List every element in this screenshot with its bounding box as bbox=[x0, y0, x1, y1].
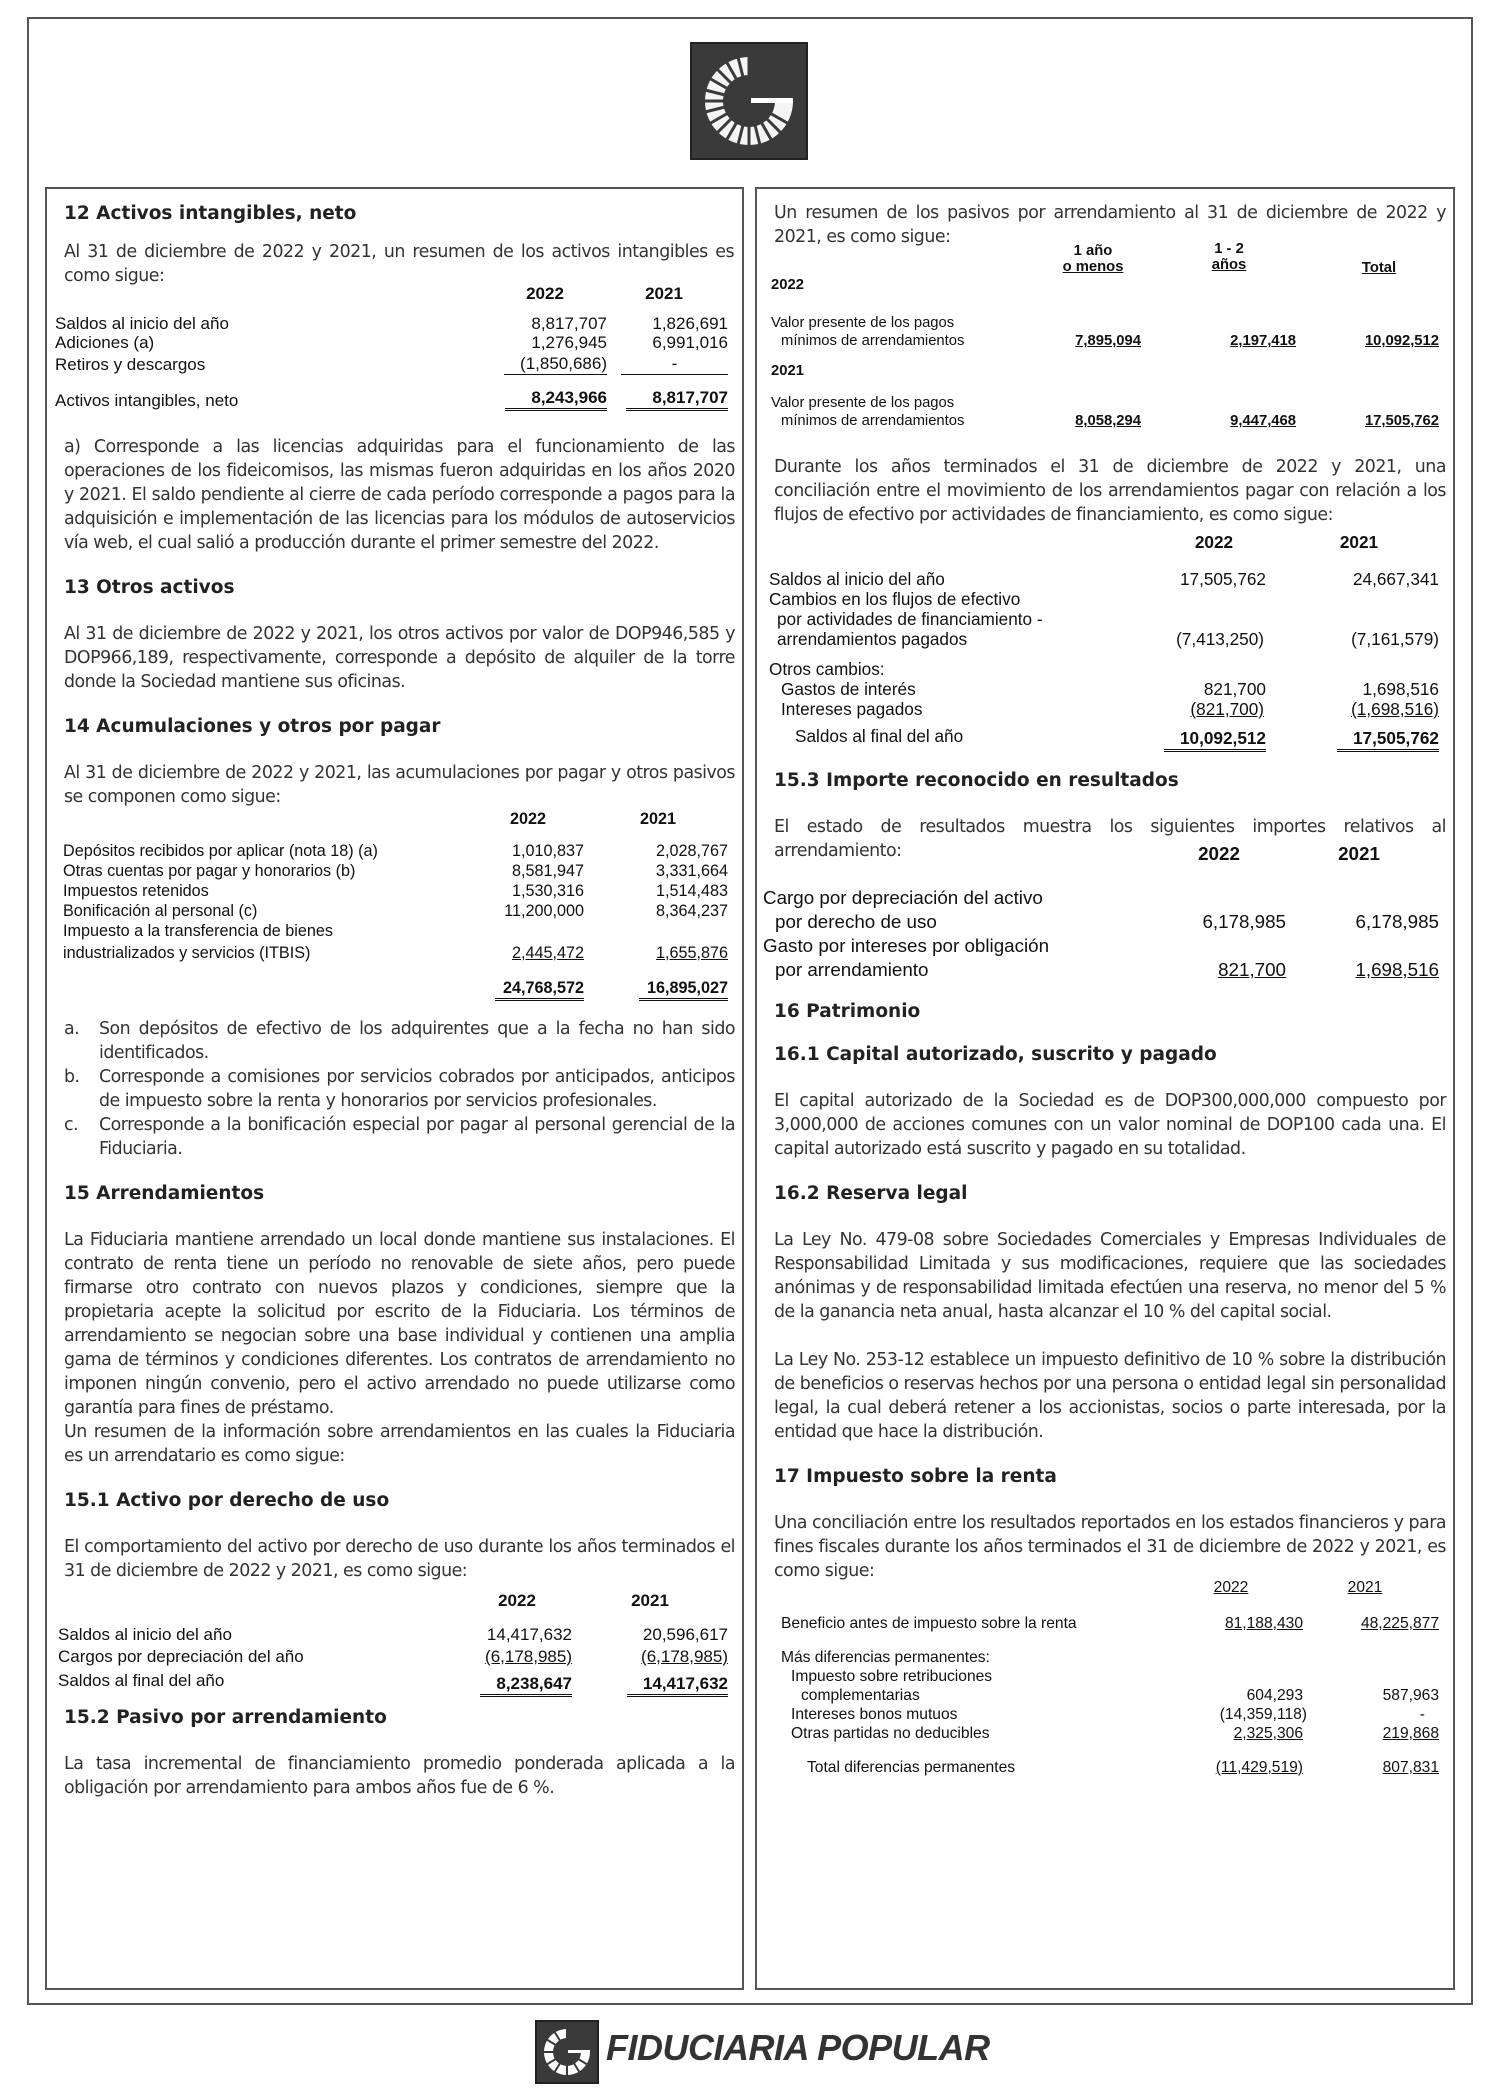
table-row: Impuesto a la transferencia de bienes bbox=[63, 922, 333, 940]
income-tax-table bbox=[781, 1577, 1439, 1777]
lease-liabilities-intro: Un resumen de los pasivos por arrendamiento al 31 de diciembre de 2022 y 2021, es como sigue: bbox=[774, 203, 1446, 247]
table-row: Intereses bonos mutuos (14,359,118) - bbox=[791, 1706, 1425, 1723]
section-16-title: 16 Patrimonio bbox=[774, 1001, 921, 1022]
section-12-note-a: a) Corresponde a las licencias adquiridas para el funcionamiento de las operaciones de los fideicomisos, las mismas fueron adquiridas en los años 2020 y 2021. El saldo pendiente al cierre de cada período corresponde a pagos para la adquisición e implementación de las licencias para los módulos de autoservicios vía web, el cual salió a producción durante el primer semestre del 2022. bbox=[64, 437, 735, 553]
lease-liabilities-table: 1 año o menos 1 - 2 años Total 2022 Valor presente de los pagos mínimos de arrendamientos 7,895,094 2,197,418 10,092,512 2021 Valor presente de los pagos mínimos de arrendamientos 8,058,294 9,447,468 17,505,762 bbox=[771, 241, 1439, 429]
year-2021-header: 2021 bbox=[1339, 532, 1379, 552]
table-row: por actividades de financiamiento - bbox=[777, 609, 1043, 629]
year-label: 2021 bbox=[771, 363, 804, 379]
table-row: Más diferencias permanentes: bbox=[781, 1649, 990, 1666]
year-2022-header: 2022 bbox=[526, 284, 564, 303]
table-row: Valor presente de los pagos bbox=[771, 315, 955, 331]
table-row: Valor presente de los pagos bbox=[771, 395, 955, 411]
table-row: por arrendamiento 821,700 1,698,516 bbox=[775, 959, 1439, 980]
table-row: Impuestos retenidos 1,530,316 1,514,483 bbox=[63, 882, 728, 900]
income-statement-table bbox=[763, 839, 1439, 981]
table-row: arrendamientos pagados (7,413,250) (7,161,579) bbox=[777, 629, 1439, 649]
section-17-intro: Una conciliación entre los resultados reportados en los estados financieros y para fines fiscales durante los años terminados el 31 de diciembre de 2022 y 2021, es como sigue: bbox=[774, 1513, 1446, 1581]
section-16-2-body: La Ley No. 479-08 sobre Sociedades Comerciales y Empresas Individuales de Responsabilidad Limitada y sus modificaciones, requiere que las sociedades anónimas y de responsabilidad limitada efectúen una reserva, no menor del 5 % de la ganancia neta anual, hasta alcanzar el 10 % del capital social. bbox=[774, 1230, 1446, 1322]
table-row: Otros cambios: bbox=[769, 659, 885, 679]
section-15-1-title: 15.1 Activo por derecho de uso bbox=[64, 1490, 390, 1511]
table-row: Otras partidas no deducibles 2,325,306 219,868 bbox=[791, 1725, 1439, 1742]
year-2022-header: 2022 bbox=[1213, 1579, 1249, 1596]
table-row: Cargo por depreciación del activo bbox=[763, 887, 1043, 908]
table-row: Bonificación al personal (c) 11,200,000 8,364,237 bbox=[63, 902, 728, 920]
right-column bbox=[755, 187, 1455, 1990]
section-15-title: 15 Arrendamientos bbox=[64, 1183, 265, 1204]
year-2022-header: 2022 bbox=[498, 1591, 536, 1610]
section-13-title: 13 Otros activos bbox=[64, 577, 235, 598]
sunburst-logo-icon bbox=[537, 2022, 597, 2082]
year-2021-header: 2021 bbox=[1338, 843, 1380, 864]
table-row: Depósitos recibidos por aplicar (nota 18) (a) 1,010,837 2,028,767 bbox=[63, 842, 728, 860]
table-row: Beneficio antes de impuesto sobre la renta 81,188,430 48,225,877 bbox=[781, 1615, 1439, 1632]
table-row: Adiciones (a) 1,276,945 6,991,016 bbox=[55, 333, 728, 352]
table-row: Retiros y descargos (1,850,686) - bbox=[55, 353, 728, 375]
table-row: Impuesto sobre retribuciones bbox=[791, 1668, 993, 1685]
section-17-title: 17 Impuesto sobre la renta bbox=[774, 1466, 1057, 1487]
right-of-use-table bbox=[58, 1589, 728, 1697]
section-16-1-title: 16.1 Capital autorizado, suscrito y pagado bbox=[774, 1044, 1217, 1065]
left-column bbox=[45, 187, 744, 1990]
year-2022-header: 2022 bbox=[1198, 843, 1240, 864]
year-2022-header: 2022 bbox=[1194, 532, 1234, 552]
section-15-3-title: 15.3 Importe reconocido en resultados bbox=[774, 770, 1179, 791]
section-15-2-title: 15.2 Pasivo por arrendamiento bbox=[64, 1707, 387, 1728]
company-logo bbox=[690, 42, 808, 160]
table-row: Otras cuentas por pagar y honorarios (b) 8,581,947 3,331,664 bbox=[63, 862, 728, 880]
year-2021-header: 2021 bbox=[631, 1591, 669, 1610]
section-14-title: 14 Acumulaciones y otros por pagar bbox=[64, 716, 441, 737]
table-row: Cambios en los flujos de efectivo bbox=[769, 589, 1021, 609]
year-2022-header: 2022 bbox=[509, 810, 546, 828]
footer-logo-icon bbox=[535, 2020, 599, 2084]
table-row: Saldos al inicio del año 8,817,707 1,826,691 bbox=[55, 314, 728, 333]
list-item: a. Son depósitos de efectivo de los adquirentes que a la fecha no han sido identificados. bbox=[64, 1019, 735, 1063]
table-row: industrializados y servicios (ITBIS) 2,445,472 1,655,876 bbox=[63, 944, 728, 962]
section-13-body: Al 31 de diciembre de 2022 y 2021, los otros activos por valor de DOP946,585 y DOP966,189, respectivamente, corresponde a depósito de alquiler de la torre donde la Sociedad mantiene sus oficinas. bbox=[64, 624, 735, 692]
accruals-table bbox=[63, 807, 728, 1001]
list-item: b. Corresponde a comisiones por servicios cobrados por anticipados, anticipos de impuesto sobre la renta y honorarios por servicios profesionales. bbox=[64, 1067, 735, 1111]
section-15-1-intro: El comportamiento del activo por derecho de uso durante los años terminados el 31 de diciembre de 2022 y 2021, es como sigue: bbox=[64, 1537, 735, 1581]
accruals-notes bbox=[61, 1017, 735, 1161]
table-row: complementarias 604,293 587,963 bbox=[801, 1687, 1439, 1704]
table-total-row: 24,768,572 16,895,027 bbox=[63, 963, 728, 1001]
table-total-row: Saldos al final del año 10,092,512 17,505,762 bbox=[769, 720, 1439, 752]
section-12-title: 12 Activos intangibles, neto bbox=[64, 203, 357, 224]
brand-name: FIDUCIARIA POPULAR bbox=[606, 2027, 990, 2068]
reconciliation-intro: Durante los años terminados el 31 de diciembre de 2022 y 2021, una conciliación entre el movimiento de los arrendamientos pagar con relación a los flujos de efectivo por actividades de financiamiento, es como sigue: bbox=[774, 457, 1446, 525]
table-row: Gasto por intereses por obligación bbox=[763, 935, 1050, 956]
section-15-body: La Fiduciaria mantiene arrendado un local donde mantiene sus instalaciones. El contrato de renta tiene un período no renovable de siete años, pero puede firmarse otro contrato con nuevos plazos y condiciones, siempre que la propietaria acepte la solicitud por escrito de la Fiduciaria. Los términos de arrendamiento se negocian sobre una base individual y contienen una amplia gama de términos y condiciones diferentes. Los contratos de arrendamiento no imponen ningún convenio, pero el activo arrendado no puede utilizarse como garantía para fines de préstamo. bbox=[64, 1230, 735, 1418]
section-14-intro: Al 31 de diciembre de 2022 y 2021, las acumulaciones por pagar y otros pasivos se componen como sigue: bbox=[64, 763, 735, 807]
section-15-2-body: La tasa incremental de financiamiento promedio ponderada aplicada a la obligación por arrendamiento para ambos años fue de 6 %. bbox=[64, 1754, 735, 1798]
year-2021-header: 2021 bbox=[645, 284, 683, 303]
year-2021-header: 2021 bbox=[639, 810, 676, 828]
table-row: Cargos por depreciación del año (6,178,985) (6,178,985) bbox=[58, 1647, 728, 1666]
table-row: Intereses pagados (821,700) (1,698,516) bbox=[781, 699, 1439, 719]
intangibles-table bbox=[55, 282, 728, 411]
table-row: Saldos al inicio del año 17,505,762 24,667,341 bbox=[769, 569, 1439, 589]
table-total-row: Activos intangibles, neto 8,243,966 8,817,707 bbox=[55, 388, 728, 410]
table-row: mínimos de arrendamientos 8,058,294 9,447,468 17,505,762 bbox=[781, 413, 1439, 429]
section-16-1-body: El capital autorizado de la Sociedad es de DOP300,000,000 compuesto por 3,000,000 de acciones comunes con un valor nominal de DOP100 cada una. El capital autorizado está suscrito y pagado en su totalidad. bbox=[774, 1091, 1446, 1159]
section-12-intro: Al 31 de diciembre de 2022 y 2021, un resumen de los activos intangibles es como sigue: bbox=[64, 242, 734, 286]
table-row: Saldos al inicio del año 14,417,632 20,596,617 bbox=[58, 1625, 728, 1644]
section-16-2-tax: La Ley No. 253-12 establece un impuesto definitivo de 10 % sobre la distribución de beneficios o reservas hechos por una persona o entidad legal sin personalidad legal, la cual deberá retener a los accionistas, socios o parte interesada, por la entidad que hace la distribución. bbox=[774, 1350, 1446, 1442]
table-total-row: Saldos al final del año 8,238,647 14,417,632 bbox=[58, 1667, 728, 1697]
table-row: por derecho de uso 6,178,985 6,178,985 bbox=[775, 911, 1439, 932]
section-16-2-title: 16.2 Reserva legal bbox=[774, 1183, 968, 1204]
lease-reconciliation-table bbox=[769, 525, 1439, 752]
table-total-row: Total diferencias permanentes (11,429,519) 807,831 bbox=[807, 1759, 1439, 1776]
section-15-summary: Un resumen de la información sobre arrendamientos en las cuales la Fiduciaria es un arrendatario es como sigue: bbox=[64, 1422, 735, 1466]
table-row: Gastos de interés 821,700 1,698,516 bbox=[781, 679, 1439, 699]
sunburst-logo-icon bbox=[692, 44, 806, 158]
list-item: c. Corresponde a la bonificación especial por pagar al personal gerencial de la Fiduciaria. bbox=[64, 1115, 735, 1159]
year-label: 2022 bbox=[771, 277, 804, 293]
year-2021-header: 2021 bbox=[1347, 1579, 1383, 1596]
section-15-3-intro: El estado de resultados muestra los siguientes importes relativos al arrendamiento: bbox=[774, 817, 1446, 861]
table-row: mínimos de arrendamientos 7,895,094 2,197,418 10,092,512 bbox=[781, 333, 1439, 349]
